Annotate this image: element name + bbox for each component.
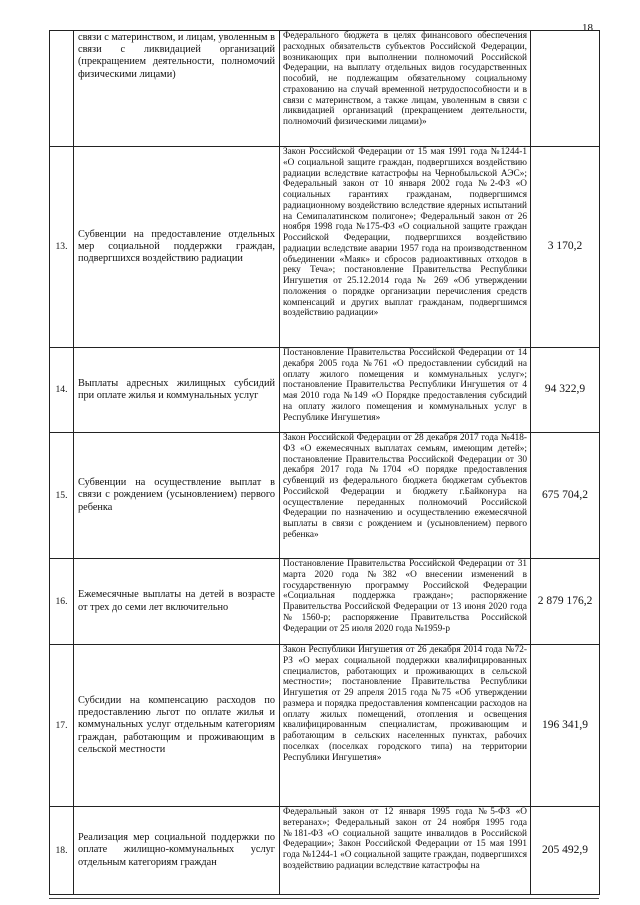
row-name: Реализация мер социальной поддержки по оплате жилищно-коммунальных услуг отдельным категориям граждан: [74, 807, 280, 895]
row-name: Субсидии на компенсацию расходов по предоставлению льгот по оплате жилья и коммунальных услуг отдельным категориям граждан, работающим и проживающим в сельской местности: [74, 645, 280, 807]
row-basis: Постановление Правительства Российской Федерации от 14 декабря 2005 года №761 «О предоставлении субсидий на оплату жилого помещения и коммунальных услуг»; постановление Правительства Республики Ингушетия от 4 мая 2010 года №149 «О Порядке предоставления субсидий на оплату жилого помещения и коммунальных услуг в Республике Ингушетия»: [280, 348, 531, 433]
row-basis: Федерального бюджета в целях финансового обеспечения расходных обязательств субъектов Российской Федерации, возникающих при выполнении полномочий Российской Федерации, на выплату отдельных видов государственных пособий, не подлежащим обязательному социальному страхованию на случай временной нетрудоспособности и в связи с материнством, а также лицам, уволенным в связи с ликвидацией организаций (прекращением деятельности, полномочий физическими лицами)»: [280, 31, 531, 147]
row-name: Субвенции на осуществление выплат в связи с рождением (усыновлением) первого ребенка: [74, 433, 280, 559]
table-row: [50, 807, 600, 895]
table-row: [50, 147, 600, 348]
row-number: [50, 31, 74, 147]
row-amount: 3 170,2: [531, 147, 600, 348]
row-basis: Закон Республики Ингушетия от 26 декабря 2014 года №72-РЗ «О мерах социальной поддержки квалифицированных специалистов, работающих и проживающих в сельской местности»; постановление Правительства Республики Ингушетия от 29 апреля 2015 года №75 «Об утверждении размера и порядка предоставления компенсации расходов на оплату жилых помещений, отопления и освещения квалифицированным специалистам, проживающим и работающим в сельских населенных пунктах, рабочих поселках (поселках городского типа) на территории Республики Ингушетия»: [280, 645, 531, 807]
table-row: [50, 31, 600, 147]
table-row: [50, 433, 600, 559]
row-name: связи с материнством, и лицам, уволенным в связи с ликвидацией организаций (прекращением деятельности, полномочий физическими лицами): [74, 31, 280, 147]
table-row: [50, 559, 600, 645]
row-amount: 196 341,9: [531, 645, 600, 807]
budget-table: [49, 30, 600, 895]
row-number: 15.: [50, 433, 74, 559]
row-name: Ежемесячные выплаты на детей в возрасте от трех до семи лет включительно: [74, 559, 280, 645]
row-number: 14.: [50, 348, 74, 433]
table-row: [50, 645, 600, 807]
table-row: [50, 348, 600, 433]
row-basis: Закон Российской Федерации от 28 декабря 2017 года №418-ФЗ «О ежемесячных выплатах семьям, имеющим детей»; постановление Правительства Российской Федерации от 30 декабря 2017 года №1704 «О порядке предоставления субвенций из федерального бюджета бюджетам субъектов Российской Федерации и бюджету г.Байконура на осуществление переданных полномочий Российской Федерации по назначению и осуществлению ежемесячной выплаты в связи с рождением и (усыновлением) первого ребенка»: [280, 433, 531, 559]
row-number: 16.: [50, 559, 74, 645]
row-number: 13.: [50, 147, 74, 348]
row-basis: Закон Российской Федерации от 15 мая 1991 года №1244-1 «О социальной защите граждан, подвергшихся воздействию радиации вследствие катастрофы на Чернобыльской АЭС»; Федеральный закон от 10 января 2002 года №2-ФЗ «О социальных гарантиях гражданам, подвергшимся радиационному воздействию вследствие ядерных испытаний на Семипалатинском полигоне»; Федеральный закон от 26 ноября 1998 года №175-ФЗ «О социальной защите граждан Российской Федерации, подвергшихся воздействию радиации вследствие аварии 1957 года на производственном объединении «Маяк» и сбросов радиоактивных отходов в реку Теча»; постановление Правительства Республики Ингушетия от 25.12.2014 года № 269 «Об утверждении положения о порядке организации перечисления средств компенсаций и других выплат гражданам, подвергшимся воздействию радиации»: [280, 147, 531, 348]
row-amount: 2 879 176,2: [531, 559, 600, 645]
row-number: 18.: [50, 807, 74, 895]
row-basis: Постановление Правительства Российской Федерации от 31 марта 2020 года №382 «О внесении изменений в государственную программу Российской Федерации «Социальная поддержка граждан»; распоряжение Правительства Российской Федерации от 13 июня 2020 года №1560-р; распоряжение Правительства Российской Федерации от 25 июля 2020 года №1959-р: [280, 559, 531, 645]
page-number: 18: [582, 22, 593, 34]
row-amount: 205 492,9: [531, 807, 600, 895]
row-number: 17.: [50, 645, 74, 807]
row-amount: [531, 31, 600, 147]
row-basis: Федеральный закон от 12 января 1995 года №5-ФЗ «О ветеранах»; Федеральный закон от 24 ноября 1995 года №181-ФЗ «О социальной защите инвалидов в Российской Федерации»; Закон Российской Федерации от 15 мая 1991 года №1244-1 «О социальной защите граждан, подвергшихся воздействию радиации вследствие катастрофы на: [280, 807, 531, 895]
row-name: Выплаты адресных жилищных субсидий при оплате жилья и коммунальных услуг: [74, 348, 280, 433]
row-amount: 675 704,2: [531, 433, 600, 559]
row-name: Субвенции на предоставление отдельных мер социальной поддержки граждан, подвергшихся воздействию радиации: [74, 147, 280, 348]
page-bottom-rule: [49, 898, 599, 899]
row-amount: 94 322,9: [531, 348, 600, 433]
